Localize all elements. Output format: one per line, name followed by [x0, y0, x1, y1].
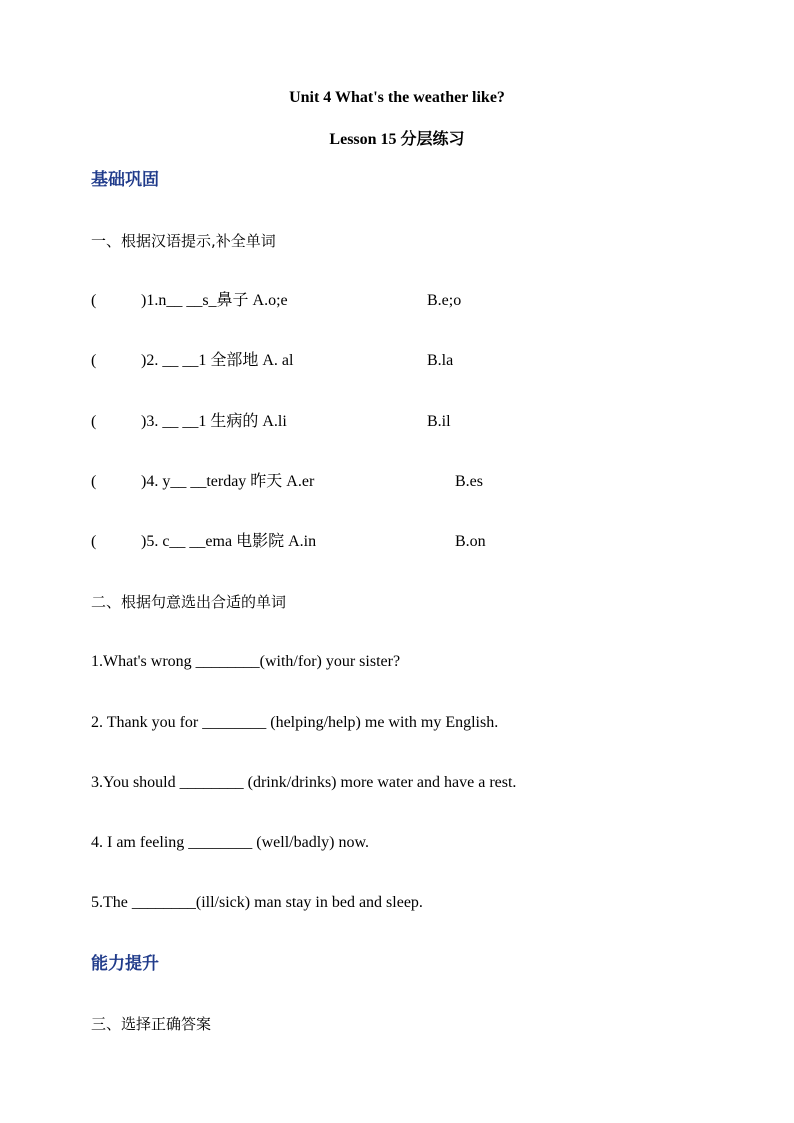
document-subtitle: Lesson 15 分层练习 [329, 131, 465, 148]
answer-paren: ( [91, 292, 97, 309]
question-text: )4. y__ __terday 昨天 A.er [141, 473, 315, 490]
part1-item [91, 532, 711, 552]
part2-heading: 二、根据句意选出合适的单词 [91, 593, 287, 611]
section-heading-advanced: 能力提升 [91, 954, 159, 973]
option-b: B.il [427, 413, 451, 430]
document-title: Unit 4 What's the weather like? [289, 89, 505, 106]
part1-item [91, 351, 711, 371]
question-text: )3. __ __1 生病的 A.li [141, 413, 287, 430]
part1-item [91, 472, 711, 492]
option-b: B.es [455, 473, 483, 490]
part2-item: 1.What's wrong ________(with/for) your sister? [91, 653, 401, 670]
part2-item: 4. I am feeling ________ (well/badly) now. [91, 834, 370, 851]
answer-paren: ( [91, 473, 97, 490]
part1-item [91, 412, 711, 432]
option-b: B.on [455, 533, 486, 550]
question-text: )1.n__ __s_鼻子 A.o;e [141, 292, 288, 309]
option-b: B.e;o [427, 292, 462, 309]
part2-item: 2. Thank you for ________ (helping/help) me with my English. [91, 714, 499, 731]
part2-item: 3.You should ________ (drink/drinks) more water and have a rest. [91, 774, 517, 791]
answer-paren: ( [91, 533, 97, 550]
answer-paren: ( [91, 352, 97, 369]
option-b: B.la [427, 352, 454, 369]
section-heading-basic: 基础巩固 [91, 170, 159, 189]
part1-heading: 一、根据汉语提示,补全单词 [91, 232, 276, 250]
question-text: )5. c__ __ema 电影院 A.in [141, 533, 317, 550]
answer-paren: ( [91, 413, 97, 430]
part2-item: 5.The ________(ill/sick) man stay in bed and sleep. [91, 894, 423, 911]
question-text: )2. __ __1 全部地 A. al [141, 352, 294, 369]
part3-heading: 三、选择正确答案 [91, 1015, 212, 1033]
part1-item [91, 291, 711, 311]
